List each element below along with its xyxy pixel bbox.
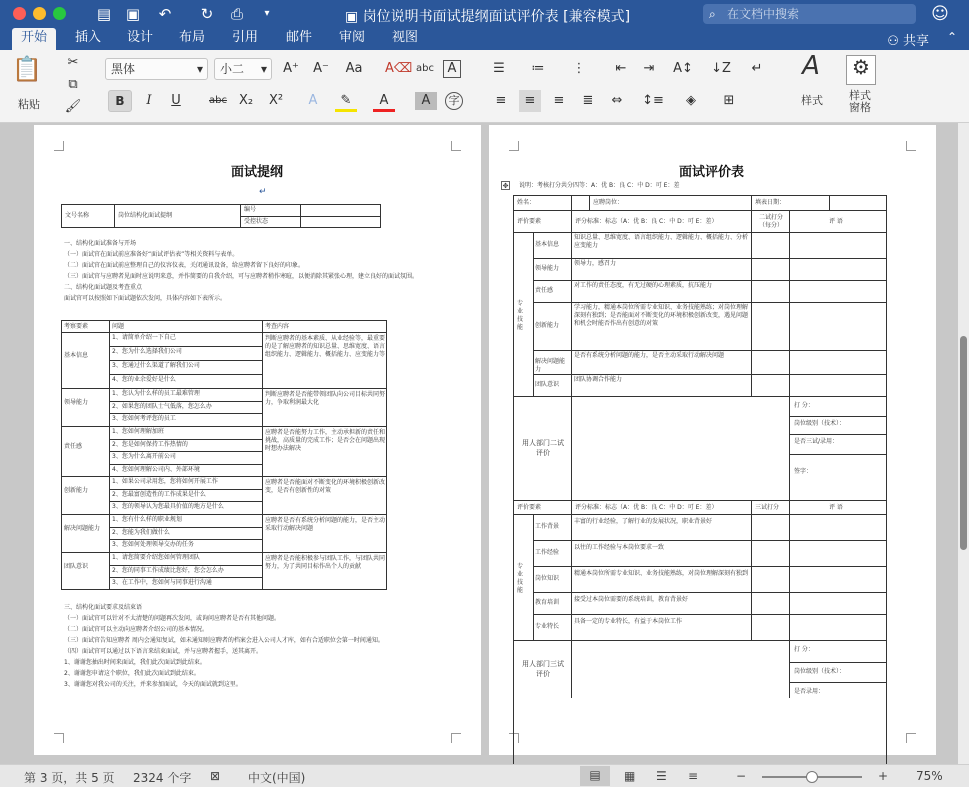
cell-text: 3、您为什么离开前公司: [112, 453, 176, 460]
cell-text: 2、您的同事工作成绩比您好，您会怎么办: [112, 566, 224, 574]
cell-text: 基本信息: [64, 352, 89, 359]
cell-text: 应聘者是否能积极参与团队工作，与团队共同努力，为了共同目标作出个人的贡献: [265, 555, 386, 570]
vertical-scrollbar[interactable]: [958, 123, 969, 764]
tab-review[interactable]: 审阅: [338, 30, 365, 45]
cell-text: 1、您认为什么样的员工最难管理: [112, 390, 200, 397]
table-line: [109, 451, 262, 452]
italic-button[interactable]: I: [146, 93, 152, 108]
numbering-icon[interactable]: ≔: [531, 61, 545, 76]
word-count[interactable]: 2324 个字: [133, 771, 192, 785]
margin-mark: [451, 733, 461, 743]
document-title: [345, 6, 630, 26]
margin-mark: [509, 141, 519, 151]
cell-text: 签字：: [794, 468, 813, 475]
cell-text: 1、谢谢您抽出时间来面试，我们此次面试到此结束。: [64, 659, 206, 666]
shrink-font-icon[interactable]: A⁻: [313, 61, 329, 76]
cell-text: 二试打分（每分）: [758, 214, 783, 229]
cell-text: 团队意识: [535, 381, 560, 388]
cell-text: 责任感: [64, 443, 83, 450]
cell-text: 评价要素: [517, 504, 542, 511]
collapse-ribbon-icon[interactable]: ⌃: [946, 30, 957, 44]
cell-text: 姓名：: [517, 199, 536, 206]
cell-text: 3、在工作中，您如何与同事进行沟通: [112, 579, 212, 587]
document-workspace[interactable]: [0, 123, 969, 764]
cell-text: 岗位知识: [535, 575, 560, 582]
cell-text: 三、结构化面试要求及结束语: [64, 604, 143, 611]
table-line: [109, 374, 262, 375]
highlight-color-icon[interactable]: ✎: [335, 90, 357, 112]
search-icon: ⌕: [709, 7, 716, 21]
table-line: [109, 401, 262, 402]
cell-text: 3、您通过什么渠道了解我们公司: [112, 362, 200, 369]
cell-text: 学习能力，精通本岗位所需专业知识、业务技能熟练；对岗位理解深刻有独到；是否能面对不断变化的环境积极创新改变，遇见问题和机会时能否作出有创意的对策: [574, 304, 749, 327]
page-right[interactable]: [489, 125, 936, 755]
decrease-indent-icon[interactable]: ⇤: [615, 61, 627, 76]
table-line: [513, 210, 887, 211]
table-line: [751, 210, 752, 232]
cell-text: 三试打分: [755, 504, 780, 511]
cell-text: 解决问题能力: [64, 525, 101, 532]
cell-text: 文号名称: [65, 212, 90, 219]
table-line: [61, 514, 387, 515]
cell-text: 知识总量、思维宽度、语言组织能力、逻辑能力、概括能力、分析应变能力: [574, 234, 749, 249]
table-line: [61, 332, 387, 333]
table-line: [571, 514, 572, 640]
cell-text: 3、您如何考评您的员工: [112, 415, 176, 423]
table-line: [61, 552, 387, 553]
tab-layout[interactable]: 布局: [178, 30, 205, 45]
cell-text: 是否三试/录用：: [794, 438, 839, 445]
cell-text: 应聘岗位：: [593, 199, 624, 206]
print-layout-icon[interactable]: ▤: [580, 766, 610, 786]
table-line: [109, 489, 262, 490]
page-title: 面试提纲: [231, 165, 284, 180]
styles-icon[interactable]: A: [802, 51, 820, 81]
print-icon[interactable]: ⎙: [230, 5, 243, 23]
zoom-slider-knob[interactable]: [806, 771, 818, 783]
table-line: [789, 682, 887, 683]
ribbon-tabs: [0, 28, 969, 50]
zoom-window-button[interactable]: [53, 7, 66, 20]
cell-text: 基本信息: [535, 241, 560, 248]
cell-text: 2、您为什么选择我们公司: [112, 348, 182, 355]
align-right-icon[interactable]: ≡: [553, 93, 565, 108]
cell-text: （三）面试官与应聘者见面时应说明来意，并作简要的自我介绍，可与应聘者稍作寒暄，以便消除其紧张心理，建立良好的面试氛围。: [64, 273, 419, 280]
cell-text: 岗位级别（技术）：: [794, 668, 846, 675]
align-left-icon[interactable]: ≡: [495, 93, 507, 108]
cell-text: 用人部门二试评价: [522, 439, 564, 457]
change-case-icon[interactable]: Aa: [345, 61, 363, 76]
search-box[interactable]: [703, 4, 916, 24]
cell-text: 创新能力: [64, 487, 89, 494]
cell-text: 问题: [112, 323, 125, 330]
outline-icon[interactable]: ☰: [656, 769, 667, 783]
sort-direction-icon[interactable]: A↕: [673, 61, 693, 76]
web-layout-icon[interactable]: ▦: [624, 769, 636, 783]
table-line: [571, 396, 572, 500]
cell-text: 精通本岗位所需专业知识、业务技能熟练，对岗位理解深刻有独到: [574, 570, 749, 577]
cell-text: 解决问题能力: [535, 358, 566, 373]
character-border-icon[interactable]: A: [443, 60, 461, 78]
paste-icon[interactable]: 📋: [12, 55, 42, 83]
cell-text: 打 分：: [794, 402, 814, 409]
tab-mailings[interactable]: 邮件: [285, 30, 312, 45]
table-line: [533, 232, 534, 396]
cell-text: （二）面试官可以主动向应聘者介绍公司的基本情况。: [64, 626, 209, 633]
cell-text: 专业技能: [517, 563, 524, 594]
cell-text: 受控状态: [244, 218, 269, 225]
cell-text: 工作背景: [535, 523, 560, 530]
cell-text: 1、如果公司录用您，您将如何开展工作: [112, 478, 218, 485]
share-label: 共享: [902, 34, 929, 49]
page-left[interactable]: [34, 125, 481, 755]
table-line: [240, 216, 381, 217]
cell-text: 教育培训: [535, 599, 560, 606]
table-line: [109, 346, 262, 347]
table-line: [829, 195, 830, 210]
multilevel-list-icon[interactable]: ⋮: [572, 61, 586, 76]
margin-mark: [54, 733, 64, 743]
show-marks-icon[interactable]: ↵: [751, 61, 763, 76]
tab-references[interactable]: 引用: [231, 30, 258, 45]
table-line: [789, 514, 790, 640]
table-line: [789, 662, 887, 663]
cell-text: 1、您有什么样的职业规划: [112, 516, 182, 523]
clear-format-icon[interactable]: A⌫: [385, 61, 413, 76]
margin-mark: [906, 733, 916, 743]
chevron-down-icon: ▾: [196, 62, 203, 76]
table-line: [533, 258, 887, 259]
table-line: [751, 195, 752, 210]
cell-text: 判断应聘者是否能带领团队向公司目标共同努力，争取利润最大化: [265, 391, 386, 406]
cell-text: 应聘者是否能面对不断变化的环境积极创新改变，是否有创新性的对策: [265, 479, 386, 494]
tab-home[interactable]: 开始: [12, 28, 56, 50]
borders-icon[interactable]: ⊞: [723, 93, 735, 108]
cell-text: 2、您最富创造性的工作成果是什么: [112, 490, 206, 498]
cell-text: （一）面试官可以针对不太清楚的问题再次发问，或询问应聘者是否有其他问题。: [64, 615, 281, 622]
cell-text: （三）面试官告知应聘者 周内会通知复试，如未通知则应聘者的档案会进入公司人才库，如有合适职位会第一时间通知。: [64, 637, 384, 644]
cell-text: （二）面试官在面试前应整理自己的仪容仪表，关闭通讯设备，给应聘者留下良好的印象。: [64, 262, 305, 269]
cell-text: 对工作的责任态度，有无过硬的心理素质，抗压能力: [574, 282, 713, 289]
tab-design[interactable]: 设计: [126, 30, 153, 45]
cell-text: 3、谢谢您对我公司的关注，并来参加面试，今天的面试就到这里。: [64, 681, 242, 688]
customize-toolbar-icon[interactable]: ▾: [264, 8, 270, 19]
table-line: [513, 640, 887, 641]
cell-text: 1、您如何理解加班: [112, 428, 164, 435]
zoom-slider[interactable]: [762, 776, 862, 778]
table-line: [114, 204, 115, 228]
table-line: [533, 566, 887, 567]
underline-button[interactable]: U: [171, 93, 181, 108]
cell-text: 2、您是如何保持工作热情的: [112, 440, 188, 448]
table-line: [789, 416, 887, 417]
increase-indent-icon[interactable]: ⇥: [643, 61, 655, 76]
strikethrough-button[interactable]: abc: [209, 95, 227, 106]
undo-icon[interactable]: ↶: [158, 5, 172, 23]
table-line: [789, 210, 790, 232]
cell-text: 团队意识: [64, 563, 89, 570]
margin-mark: [451, 141, 461, 151]
cell-text: 是否录用：: [794, 688, 825, 695]
align-center-icon[interactable]: ≡: [519, 90, 541, 112]
table-line: [61, 388, 387, 389]
table-line: [513, 514, 887, 515]
cell-text: 二、结构化面试题及考查重点: [64, 284, 143, 291]
save-icon[interactable]: ▣: [125, 5, 141, 23]
table-line: [533, 592, 887, 593]
table-line: [109, 527, 262, 528]
zoom-out-icon[interactable]: −: [736, 769, 747, 783]
cell-text: 应聘者是否有系统分析问题的能力，是否主动采取行动解决问题: [265, 517, 386, 532]
styles-pane-icon[interactable]: ⚙: [846, 55, 876, 85]
cell-text: 4、您如何理解公司内、外部环境: [112, 465, 200, 473]
table-line: [751, 514, 752, 640]
table-line: [109, 464, 262, 465]
cell-text: 考察要素: [64, 323, 89, 330]
cell-text: 考查内容: [265, 323, 290, 330]
table-line: [751, 500, 752, 514]
cell-text: 填表日期：: [755, 199, 786, 206]
cell-text: 评价要素: [517, 218, 542, 225]
subscript-button[interactable]: X₂: [238, 93, 254, 108]
cell-text: 专业特长: [535, 623, 560, 630]
cell-text: 岗位级别（技术）：: [794, 420, 846, 427]
paragraph-mark: ↵: [259, 187, 267, 197]
paste-label: 粘贴: [18, 98, 40, 111]
table-line: [533, 280, 887, 281]
cell-text: 工作经验: [535, 549, 560, 556]
table-line: [571, 232, 572, 396]
rating-note: 说明：考核打分共分四等：A：优 B：良 C：中 D：可 E：差: [519, 182, 680, 189]
cell-text: 打 分：: [794, 646, 814, 653]
table-line: [513, 396, 887, 397]
cell-text: （一）面试官在面试前应准备好“面试评估表”等相关资料与表单。: [64, 251, 239, 258]
cell-text: 领导力，感召力: [574, 260, 617, 267]
cell-text: 评 语: [829, 218, 843, 225]
page-count[interactable]: 第 3 页，共 5 页: [24, 771, 115, 785]
table-line: [789, 640, 790, 698]
cell-text: 专业技能: [517, 300, 524, 331]
cell-text: 判断应聘者的基本素质、从业经验等，最重要的是了解应聘者的知识总量、思维宽度、语言组织能力、逻辑能力、概括能力、应变能力等: [265, 335, 386, 358]
margin-mark: [54, 141, 64, 151]
cell-text: 用人部门三试评价: [522, 660, 564, 678]
cut-icon[interactable]: ✂: [67, 55, 79, 70]
table-line: [109, 439, 262, 440]
justify-icon[interactable]: ≣: [582, 93, 594, 108]
cell-text: 编号: [244, 206, 257, 213]
close-window-button[interactable]: [13, 7, 26, 20]
cell-text: 3、您如何处理领导交办的任务: [112, 541, 194, 549]
scrollbar-thumb[interactable]: [960, 336, 967, 550]
page-title: 面试评价表: [679, 165, 745, 180]
cell-text: 3、您的领导认为您最具价值的地方是什么: [112, 503, 224, 511]
status-bar: [0, 764, 969, 787]
cell-text: 创新能力: [535, 322, 560, 329]
table-line: [789, 434, 887, 435]
cell-text: 岗位结构化面试提纲: [118, 212, 173, 219]
table-line: [789, 232, 790, 396]
styles-pane-label: 样式 窗格: [849, 89, 871, 114]
chevron-down-icon: ▾: [260, 62, 267, 76]
table-line: [61, 476, 387, 477]
cell-text: 责任感: [535, 287, 554, 294]
bullets-icon[interactable]: ☰: [493, 61, 505, 76]
table-line: [262, 320, 263, 590]
table-line: [533, 514, 534, 640]
table-line: [571, 500, 572, 514]
cell-text: 具备一定的专业特长，有益于本岗位工作: [574, 618, 683, 625]
table-line: [513, 500, 887, 501]
proofing-icon[interactable]: ⊠: [210, 769, 221, 783]
phonetic-guide-icon[interactable]: abc: [416, 63, 434, 74]
tab-insert[interactable]: 插入: [74, 30, 101, 45]
search-placeholder: 在文档中搜索: [727, 7, 800, 21]
margin-mark: [906, 141, 916, 151]
cell-text: 4、您的业余爱好是什么: [112, 376, 176, 383]
cell-text: 以往的工作经验与本岗位要求一致: [574, 544, 665, 551]
table-line: [533, 614, 887, 615]
sidebar-icon[interactable]: ▤: [96, 5, 112, 23]
share-button[interactable]: [887, 30, 929, 49]
table-line: [61, 426, 387, 427]
draft-icon[interactable]: ≡: [688, 769, 699, 783]
format-painter-icon[interactable]: 🖌: [64, 99, 82, 114]
zoom-level[interactable]: 75%: [916, 769, 943, 783]
doc-icon: ▣: [345, 9, 363, 25]
font-color-icon[interactable]: A: [373, 90, 395, 112]
table-line: [571, 210, 572, 232]
title-bar: [0, 0, 969, 28]
font-size-value: 小二: [220, 62, 245, 76]
cell-text: 丰富的行业经验，了解行业的发展状况，职业背景好: [574, 518, 713, 525]
table-line: [571, 195, 572, 210]
table-line: [789, 500, 790, 514]
table-line: [571, 640, 572, 698]
cell-text: （四）面试官可以通过以下语言来结束面试，并与应聘者握手，送其离开。: [64, 648, 263, 655]
zoom-in-icon[interactable]: +: [878, 769, 889, 783]
table-line: [513, 232, 887, 233]
shading-icon[interactable]: ◈: [686, 93, 696, 108]
copy-icon[interactable]: ⧉: [68, 77, 78, 92]
enclose-character-icon[interactable]: 字: [445, 92, 463, 110]
table-line: [751, 232, 752, 396]
cell-text: 2、您能为我们做什么: [112, 528, 170, 536]
minimize-window-button[interactable]: [33, 7, 46, 20]
sort-icon[interactable]: ↓Z: [711, 61, 731, 76]
superscript-button[interactable]: X²: [268, 93, 284, 108]
smiley-feedback-icon[interactable]: ☺: [931, 4, 949, 24]
cell-text: 应聘者是否能努力工作，主动承担新的责任和挑战，高质量的完成工作；是否会在问题出现时想办法解决: [265, 429, 386, 452]
grow-font-icon[interactable]: A⁺: [283, 61, 299, 76]
table-line: [533, 302, 887, 303]
table-line: [789, 454, 887, 455]
table-line: [589, 195, 590, 210]
cell-text: 是否有系统分析问题的能力，是否主动采取行动解决问题: [574, 352, 725, 359]
font-name-value: 黑体: [111, 62, 136, 76]
table-line: [533, 350, 887, 351]
cell-text: 1、请简单介绍一下自己: [112, 334, 176, 341]
table-move-handle-icon[interactable]: ✥: [502, 182, 509, 190]
document-title-text: 岗位说明书面试提纲面试评价表 [兼容模式]: [362, 9, 631, 25]
font-size-select[interactable]: [214, 58, 272, 80]
bold-button[interactable]: B: [108, 90, 132, 112]
table-line: [109, 360, 262, 361]
cell-text: 一、结构化面试准备与开场: [64, 240, 137, 247]
cell-text: 领导能力: [535, 265, 560, 272]
text-effects-icon[interactable]: A: [308, 93, 318, 108]
cell-text: 面试官可以按照如下面试题依次发问，具体内容如下表所示。: [64, 295, 227, 302]
line-spacing-icon[interactable]: ↕≡: [642, 93, 664, 108]
language[interactable]: 中文(中国): [248, 771, 306, 785]
distribute-icon[interactable]: ⇔: [611, 93, 623, 108]
cell-text: 2、如果您的团队士气低落，您怎么办: [112, 402, 212, 410]
tab-view[interactable]: 视图: [391, 30, 418, 45]
cell-text: 接受过本岗位需要的系统培训，教育背景好: [574, 596, 689, 603]
table-line: [533, 540, 887, 541]
add-person-icon: ⚇: [887, 34, 903, 49]
table-line: [533, 374, 887, 375]
styles-label: 样式: [801, 94, 823, 107]
table-line: [789, 396, 790, 500]
table-line: [109, 565, 262, 566]
cell-text: 评分标准：标志（A：优 B：良 C：中 D：可 E：差）: [575, 504, 718, 511]
character-shading-icon[interactable]: A: [415, 92, 437, 110]
cell-text: 2、谢谢您申请这个职位，我们此次面试到此结束。: [64, 670, 200, 677]
cell-text: 1、请您简要介绍您如何管理团队: [112, 554, 200, 561]
cell-text: 团队协调合作能力: [574, 376, 623, 383]
cell-text: 领导能力: [64, 399, 89, 406]
font-name-select[interactable]: [105, 58, 208, 80]
cell-text: 评分标准：标志（A：优 B：良 C：中 D：可 E：差）: [575, 218, 718, 225]
redo-icon[interactable]: ↻: [200, 5, 214, 23]
ribbon: [0, 50, 969, 123]
cell-text: 评 语: [829, 504, 843, 511]
